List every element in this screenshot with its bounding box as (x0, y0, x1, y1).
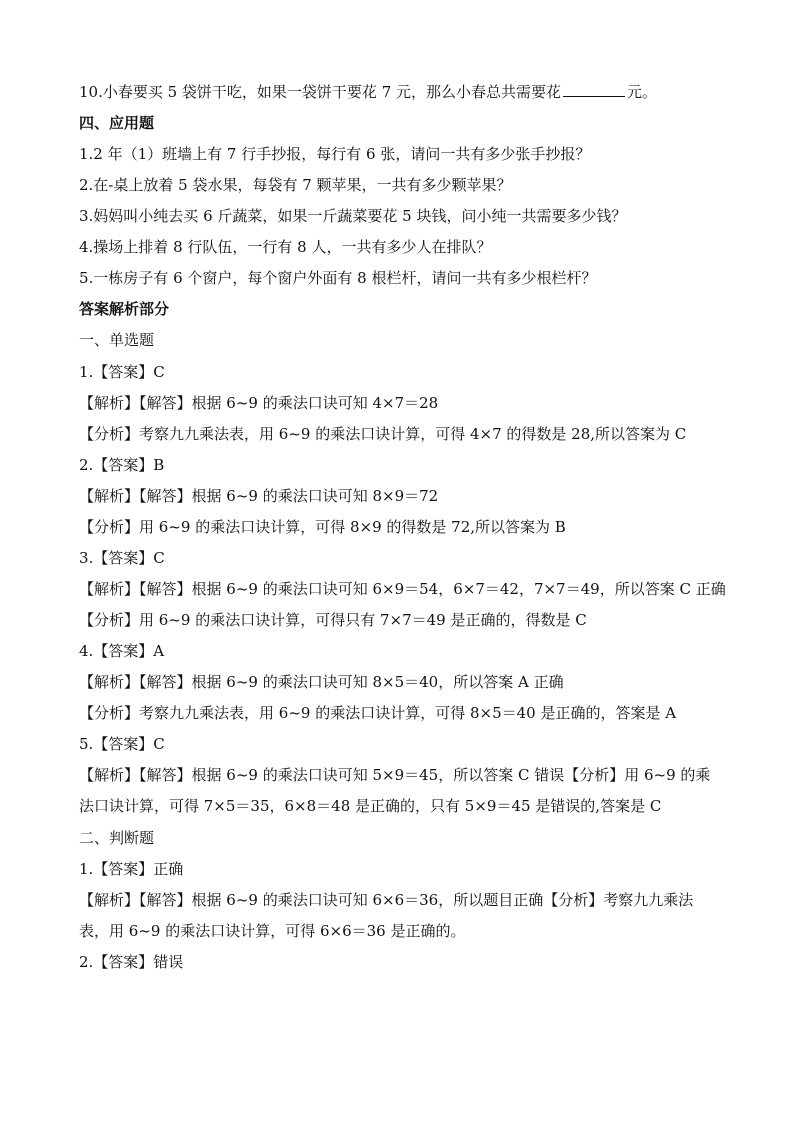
apply-question-2: 2.在-桌上放着 5 袋水果，每袋有 7 颗苹果，一共有多少颗苹果？ (79, 176, 512, 194)
answer-single-2: 2.【答案】B (79, 456, 165, 474)
analysis-single-4: 【分析】考察九九乘法表，用 6~9 的乘法口诀计算，可得 8×5＝40 是正确的，答案是 A (79, 704, 677, 722)
answer-judge-2: 2.【答案】错误 (79, 953, 184, 971)
explanation-judge-1-cont: 表，用 6~9 的乘法口诀计算，可得 6×6＝36 是正确的。 (79, 922, 466, 940)
explanation-single-4: 【解析】【解答】根据 6~9 的乘法口诀可知 8×5＝40，所以答案 A 正确 (79, 673, 564, 691)
question-10 (79, 82, 724, 102)
explanation-single-1: 【解析】【解答】根据 6~9 的乘法口诀可知 4×7＝28 (79, 394, 439, 412)
section-heading-single-choice: 一、单选题 (79, 331, 155, 349)
answer-blank (563, 82, 625, 97)
question-10-unit: 元。 (627, 83, 658, 101)
section-heading-judge: 二、判断题 (79, 829, 155, 847)
apply-question-4: 4.操场上排着 8 行队伍，一行有 8 人，一共有多少人在排队？ (79, 238, 492, 256)
explanation-single-3: 【解析】【解答】根据 6~9 的乘法口诀可知 6×9＝54，6×7＝42，7×7＝49，所以答案 C 正确 (79, 580, 726, 598)
analysis-single-1: 【分析】考察九九乘法表，用 6~9 的乘法口诀计算，可得 4×7 的得数是 28,所以答案为 C (79, 425, 687, 443)
analysis-single-3: 【分析】用 6~9 的乘法口诀计算，可得只有 7×7＝49 是正确的，得数是 C (79, 611, 587, 629)
explanation-single-5: 【解析】【解答】根据 6~9 的乘法口诀可知 5×9＝45，所以答案 C 错误【分析】用 6~9 的乘 (79, 766, 711, 784)
apply-question-5: 5.一栋房子有 6 个窗户，每个窗户外面有 8 根栏杆，请问一共有多少根栏杆？ (79, 269, 597, 287)
answer-single-3: 3.【答案】C (79, 549, 165, 567)
section-heading-apply: 四、应用题 (79, 114, 155, 132)
answer-judge-1: 1.【答案】正确 (79, 860, 184, 878)
explanation-single-2: 【解析】【解答】根据 6~9 的乘法口诀可知 8×9＝72 (79, 487, 439, 505)
apply-question-3: 3.妈妈叫小纯去买 6 斤蔬菜，如果一斤蔬菜要花 5 块钱，问小纯一共需要多少钱？ (79, 207, 627, 225)
explanation-single-5-cont: 法口诀计算，可得 7×5＝35，6×8＝48 是正确的，只有 5×9＝45 是错误的,答案是 C (79, 797, 662, 815)
answer-single-5: 5.【答案】C (79, 735, 165, 753)
answer-single-4: 4.【答案】A (79, 642, 165, 660)
question-10-text: 10.小春要买 5 袋饼干吃，如果一袋饼干要花 7 元，那么小春总共需要花 (79, 83, 562, 101)
answer-section-title: 答案解析部分 (79, 300, 170, 318)
apply-question-1: 1.2 年（1）班墙上有 7 行手抄报，每行有 6 张，请问一共有多少张手抄报？ (79, 145, 591, 163)
answer-single-1: 1.【答案】C (79, 363, 165, 381)
explanation-judge-1: 【解析】【解答】根据 6~9 的乘法口诀可知 6×6＝36，所以题目正确【分析】考察九九乘法 (79, 891, 694, 909)
analysis-single-2: 【分析】用 6~9 的乘法口诀计算，可得 8×9 的得数是 72,所以答案为 B (79, 518, 566, 536)
